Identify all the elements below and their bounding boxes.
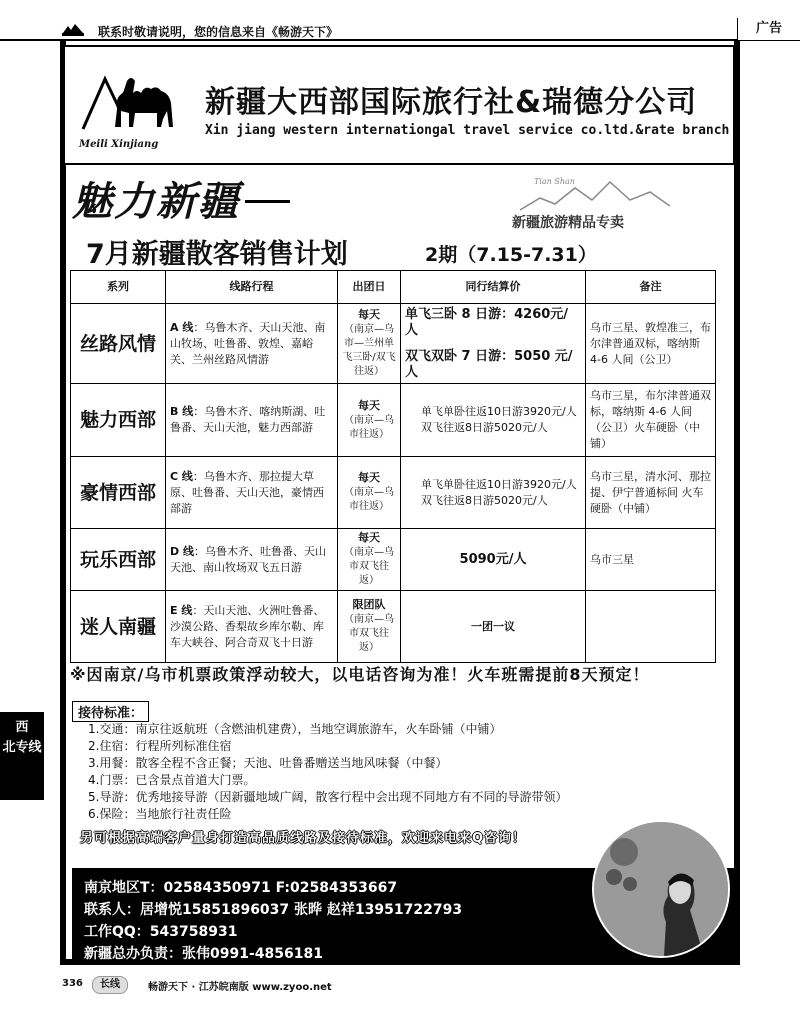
departure-cell bbox=[338, 457, 401, 529]
route-code: B 线 bbox=[170, 405, 194, 418]
departure-cell bbox=[338, 304, 401, 384]
departure-note: （南京—乌市—兰州单飞三卧/双飞往返） bbox=[342, 324, 396, 377]
departure-note: （南京—乌市双飞往返） bbox=[344, 614, 394, 653]
policy-note: ※因南京/乌市机票政策浮动较大，以电话咨询为准！火车班需提前8天预定！ bbox=[70, 665, 650, 684]
departure-note: （南京—乌市往返） bbox=[344, 414, 394, 440]
departure-day: 每天 bbox=[358, 308, 380, 321]
price-line: 单飞三卧 8 日游：4260元/人 bbox=[405, 306, 569, 338]
magazine-info: 畅游天下 · 江苏皖南版 www.zyoo.net bbox=[148, 982, 332, 993]
list-item: 6.保险：当地旅行社责任险 bbox=[88, 807, 232, 821]
camel-logo-icon bbox=[75, 59, 195, 139]
company-header bbox=[63, 45, 735, 165]
series-name: 豪情西部 bbox=[71, 457, 166, 529]
departure-cell bbox=[338, 384, 401, 457]
departure-day: 每天 bbox=[358, 531, 380, 544]
series-name: 玩乐西部 bbox=[71, 529, 166, 591]
departure-cell bbox=[338, 529, 401, 591]
route-cell bbox=[166, 529, 338, 591]
price-line: 单飞单卧往返10日游3920元/人 bbox=[421, 405, 577, 418]
specialty-label: 新疆旅游精品专卖 bbox=[512, 215, 624, 231]
route-code: C 线 bbox=[170, 469, 193, 483]
note-cell bbox=[586, 591, 716, 663]
list-item: 2.住宿：行程所列标准住宿 bbox=[88, 739, 232, 753]
headline: 魅力新疆 bbox=[72, 178, 240, 225]
magazine-logo-icon bbox=[62, 22, 84, 36]
price-line: 单飞单卧往返10日游3920元/人 bbox=[421, 477, 577, 491]
standards-list bbox=[88, 721, 567, 823]
route-code: D 线 bbox=[170, 544, 194, 558]
note-cell: 乌市三星、敦煌准三，布尔津普通双标，喀纳斯 4-6 人间（公卫） bbox=[586, 304, 716, 384]
table-header-row bbox=[71, 271, 716, 304]
price-line: 5090元/人 bbox=[459, 551, 527, 567]
departure-day: 限团队 bbox=[352, 598, 386, 611]
dancer-photo bbox=[592, 820, 730, 958]
departure-day: 每天 bbox=[358, 471, 380, 484]
series-name: 魅力西部 bbox=[71, 384, 166, 457]
custom-tour-note: 另可根据高端客户量身打造高品质线路及接待标准，欢迎来电来Q咨询！ bbox=[80, 831, 527, 846]
departure-note: （南京—乌市双飞往返） bbox=[344, 547, 394, 586]
ad-label: 广告 bbox=[737, 18, 800, 41]
page-number: 336 bbox=[62, 978, 83, 989]
list-item: 4.门票：已含景点首道大门票。 bbox=[88, 773, 256, 787]
price-cell bbox=[401, 384, 586, 457]
price-cell bbox=[401, 457, 586, 529]
series-name: 丝路风情 bbox=[71, 304, 166, 384]
list-item: 3.用餐：散客全程不含正餐；天池、吐鲁番赠送当地风味餐（中餐） bbox=[88, 756, 448, 770]
headline-dash bbox=[245, 200, 290, 203]
table-row bbox=[71, 457, 716, 529]
plan-title: 7月新疆散客销售计划 bbox=[86, 239, 348, 270]
route-code: E 线 bbox=[170, 603, 193, 617]
portrait-icon bbox=[594, 822, 728, 956]
route-cell bbox=[166, 384, 338, 457]
source-notice: 联系时敬请说明，您的信息来自《畅游天下》 bbox=[98, 25, 339, 39]
price-line: 双飞往返8日游5020元/人 bbox=[421, 421, 548, 434]
header-price: 同行结算价 bbox=[401, 271, 586, 304]
route-cell bbox=[166, 591, 338, 663]
note-cell: 乌市三星，清水河、那拉提、伊宁普通标间 火车硬卧（中铺） bbox=[586, 457, 716, 529]
header-note: 备注 bbox=[586, 271, 716, 304]
table-row bbox=[71, 529, 716, 591]
standards-title: 接待标准： bbox=[72, 701, 149, 722]
route-text: ：天山天池、火洲吐鲁番、沙漠公路、香梨故乡库尔勒、库车大峡谷、阿合奇双飞十日游 bbox=[170, 603, 325, 649]
column-badge: 长线 bbox=[92, 976, 128, 994]
route-text: ：乌鲁木齐、天山天池、南山牧场、吐鲁番、敦煌、嘉峪关、兰州丝路风情游 bbox=[170, 320, 326, 366]
section-side-tab bbox=[0, 712, 44, 800]
header-route: 线路行程 bbox=[166, 271, 338, 304]
company-name-cn: 新疆大西部国际旅行社&瑞德分公司 bbox=[205, 85, 698, 120]
plan-issue: 2期（7.15-7.31） bbox=[425, 244, 597, 266]
route-text: ：乌鲁木齐、那拉提大草原、吐鲁番、天山天池，豪情西部游 bbox=[170, 469, 324, 515]
departure-day: 每天 bbox=[358, 398, 380, 412]
header-departure: 出团日 bbox=[338, 271, 401, 304]
xinjiang-head: 新疆总办负责：张伟0991-4856181 bbox=[84, 946, 323, 962]
table-row bbox=[71, 304, 716, 384]
work-qq: 工作QQ：543758931 bbox=[84, 924, 238, 940]
top-bar bbox=[0, 0, 800, 40]
contact-persons: 联系人：居增悦15851896037 张晔 赵祥13951722793 bbox=[84, 902, 463, 918]
route-cell bbox=[166, 304, 338, 384]
route-text: ：乌鲁木齐、喀纳斯湖、吐鲁番、天山天池，魅力西部游 bbox=[170, 405, 326, 434]
note-cell: 乌市三星，布尔津普通双标，喀纳斯 4-6 人间（公卫）火车硬卧（中铺） bbox=[586, 384, 716, 457]
series-name: 迷人南疆 bbox=[71, 591, 166, 663]
mountain-caption: Tian Shan bbox=[534, 177, 575, 186]
departure-cell bbox=[338, 591, 401, 663]
mountain-icon bbox=[520, 170, 670, 215]
price-cell bbox=[401, 304, 586, 384]
list-item: 1.交通：南京往返航班（含燃油机建费），当地空调旅游车，火车卧铺（中铺） bbox=[88, 722, 502, 736]
table-row bbox=[71, 591, 716, 663]
brand-tagline: Meili Xinjiang bbox=[79, 139, 159, 150]
table-row bbox=[71, 384, 716, 457]
price-line: 一团一议 bbox=[471, 619, 515, 633]
side-tab-line: 西 bbox=[15, 720, 29, 735]
departure-note: （南京—乌市往返） bbox=[344, 487, 394, 512]
itinerary-table bbox=[70, 270, 716, 663]
header-series: 系列 bbox=[71, 271, 166, 304]
company-name-en: Xin jiang western internationgal travel service co.ltd.&rate branch bbox=[205, 123, 730, 138]
price-line: 双飞往返8日游5020元/人 bbox=[421, 493, 548, 507]
price-cell bbox=[401, 529, 586, 591]
price-line: 双飞双卧 7 日游：5050 元/人 bbox=[405, 348, 573, 380]
side-tab-line: 北专线 bbox=[2, 740, 42, 755]
route-text: ：乌鲁木齐、吐鲁番、天山天池、南山牧场双飞五日游 bbox=[170, 544, 326, 574]
route-cell bbox=[166, 457, 338, 529]
list-item: 5.导游：优秀地接导游（因新疆地域广阔，散客行程中会出现不同地方有不同的导游带领） bbox=[88, 790, 568, 804]
note-cell: 乌市三星 bbox=[586, 529, 716, 591]
nanjing-phone: 南京地区T：02584350971 F:02584353667 bbox=[84, 880, 398, 896]
price-cell bbox=[401, 591, 586, 663]
route-code: A 线 bbox=[170, 320, 194, 334]
